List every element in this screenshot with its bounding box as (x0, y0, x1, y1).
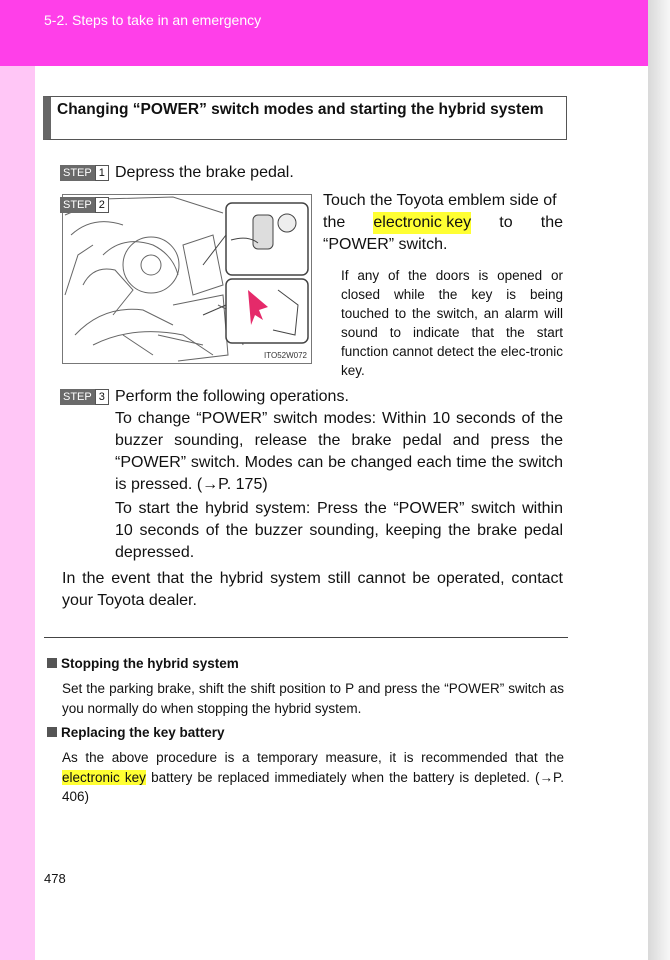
step-3-text: Perform the following operations. (115, 388, 349, 405)
page-number: 478 (44, 871, 66, 886)
inset-brake-pedal (226, 279, 308, 343)
illustration-car-interior (62, 194, 312, 364)
highlight-electronic-key: electronic key (62, 769, 146, 785)
note-body-battery: As the above procedure is a temporary measure, it is recommended that the electronic key battery be replaced immediately when the battery is depleted. (→P. 406) (62, 750, 564, 804)
step-label: STEP (60, 197, 95, 213)
step-1-text: Depress the brake pedal. (115, 164, 294, 181)
step-number: 2 (95, 197, 109, 213)
closing-paragraph: In the event that the hybrid system still cannot be operated, contact your Toyota dealer. (62, 570, 563, 609)
operation-start-system: To start the hybrid system: Press the “POWER” switch within 10 seconds of the buzzer sounding, keeping the brake pedal depressed. (115, 500, 563, 561)
left-margin-bar (0, 66, 35, 960)
step-3-badge (60, 389, 109, 405)
step-2-badge (60, 197, 109, 213)
inset-key-switch (226, 203, 308, 275)
note-body-stopping: Set the parking brake, shift the shift position to P and press the “POWER” switch as you normally do when stopping the hybrid system. (62, 681, 564, 716)
breadcrumb: 5-2. Steps to take in an emergency (44, 12, 262, 28)
step-2-note: If any of the doors is opened or closed while the key is being touched to the switch, an alarm will sound to indicate that the start function cannot detect the elec-tronic key. (341, 268, 563, 378)
step-label: STEP (60, 165, 95, 181)
page-edge-shadow (648, 0, 670, 960)
step-1-badge (60, 165, 109, 181)
divider (44, 637, 568, 638)
note-heading-stopping: Stopping the hybrid system (47, 656, 239, 671)
illustration-code: ITO52W072 (264, 351, 307, 360)
car-interior-drawing (63, 195, 311, 363)
step-label: STEP (60, 389, 95, 405)
step-number: 3 (95, 389, 109, 405)
step-number: 1 (95, 165, 109, 181)
header-bar (0, 0, 648, 66)
note-heading-battery: Replacing the key battery (47, 725, 225, 740)
highlight-electronic-key: electronic key (373, 212, 471, 234)
operation-change-mode: To change “POWER” switch modes: Within 10 seconds of the buzzer sounding, release the brake pedal and press the “POWER” switch. Modes can be changed each time the switch is pressed. (→P. 175) (115, 410, 563, 493)
step-2-text: Touch the Toyota emblem side of the electronic key to the “POWER” switch. (323, 192, 563, 253)
section-title: Changing “POWER” switch modes and starting the hybrid system (43, 96, 567, 140)
